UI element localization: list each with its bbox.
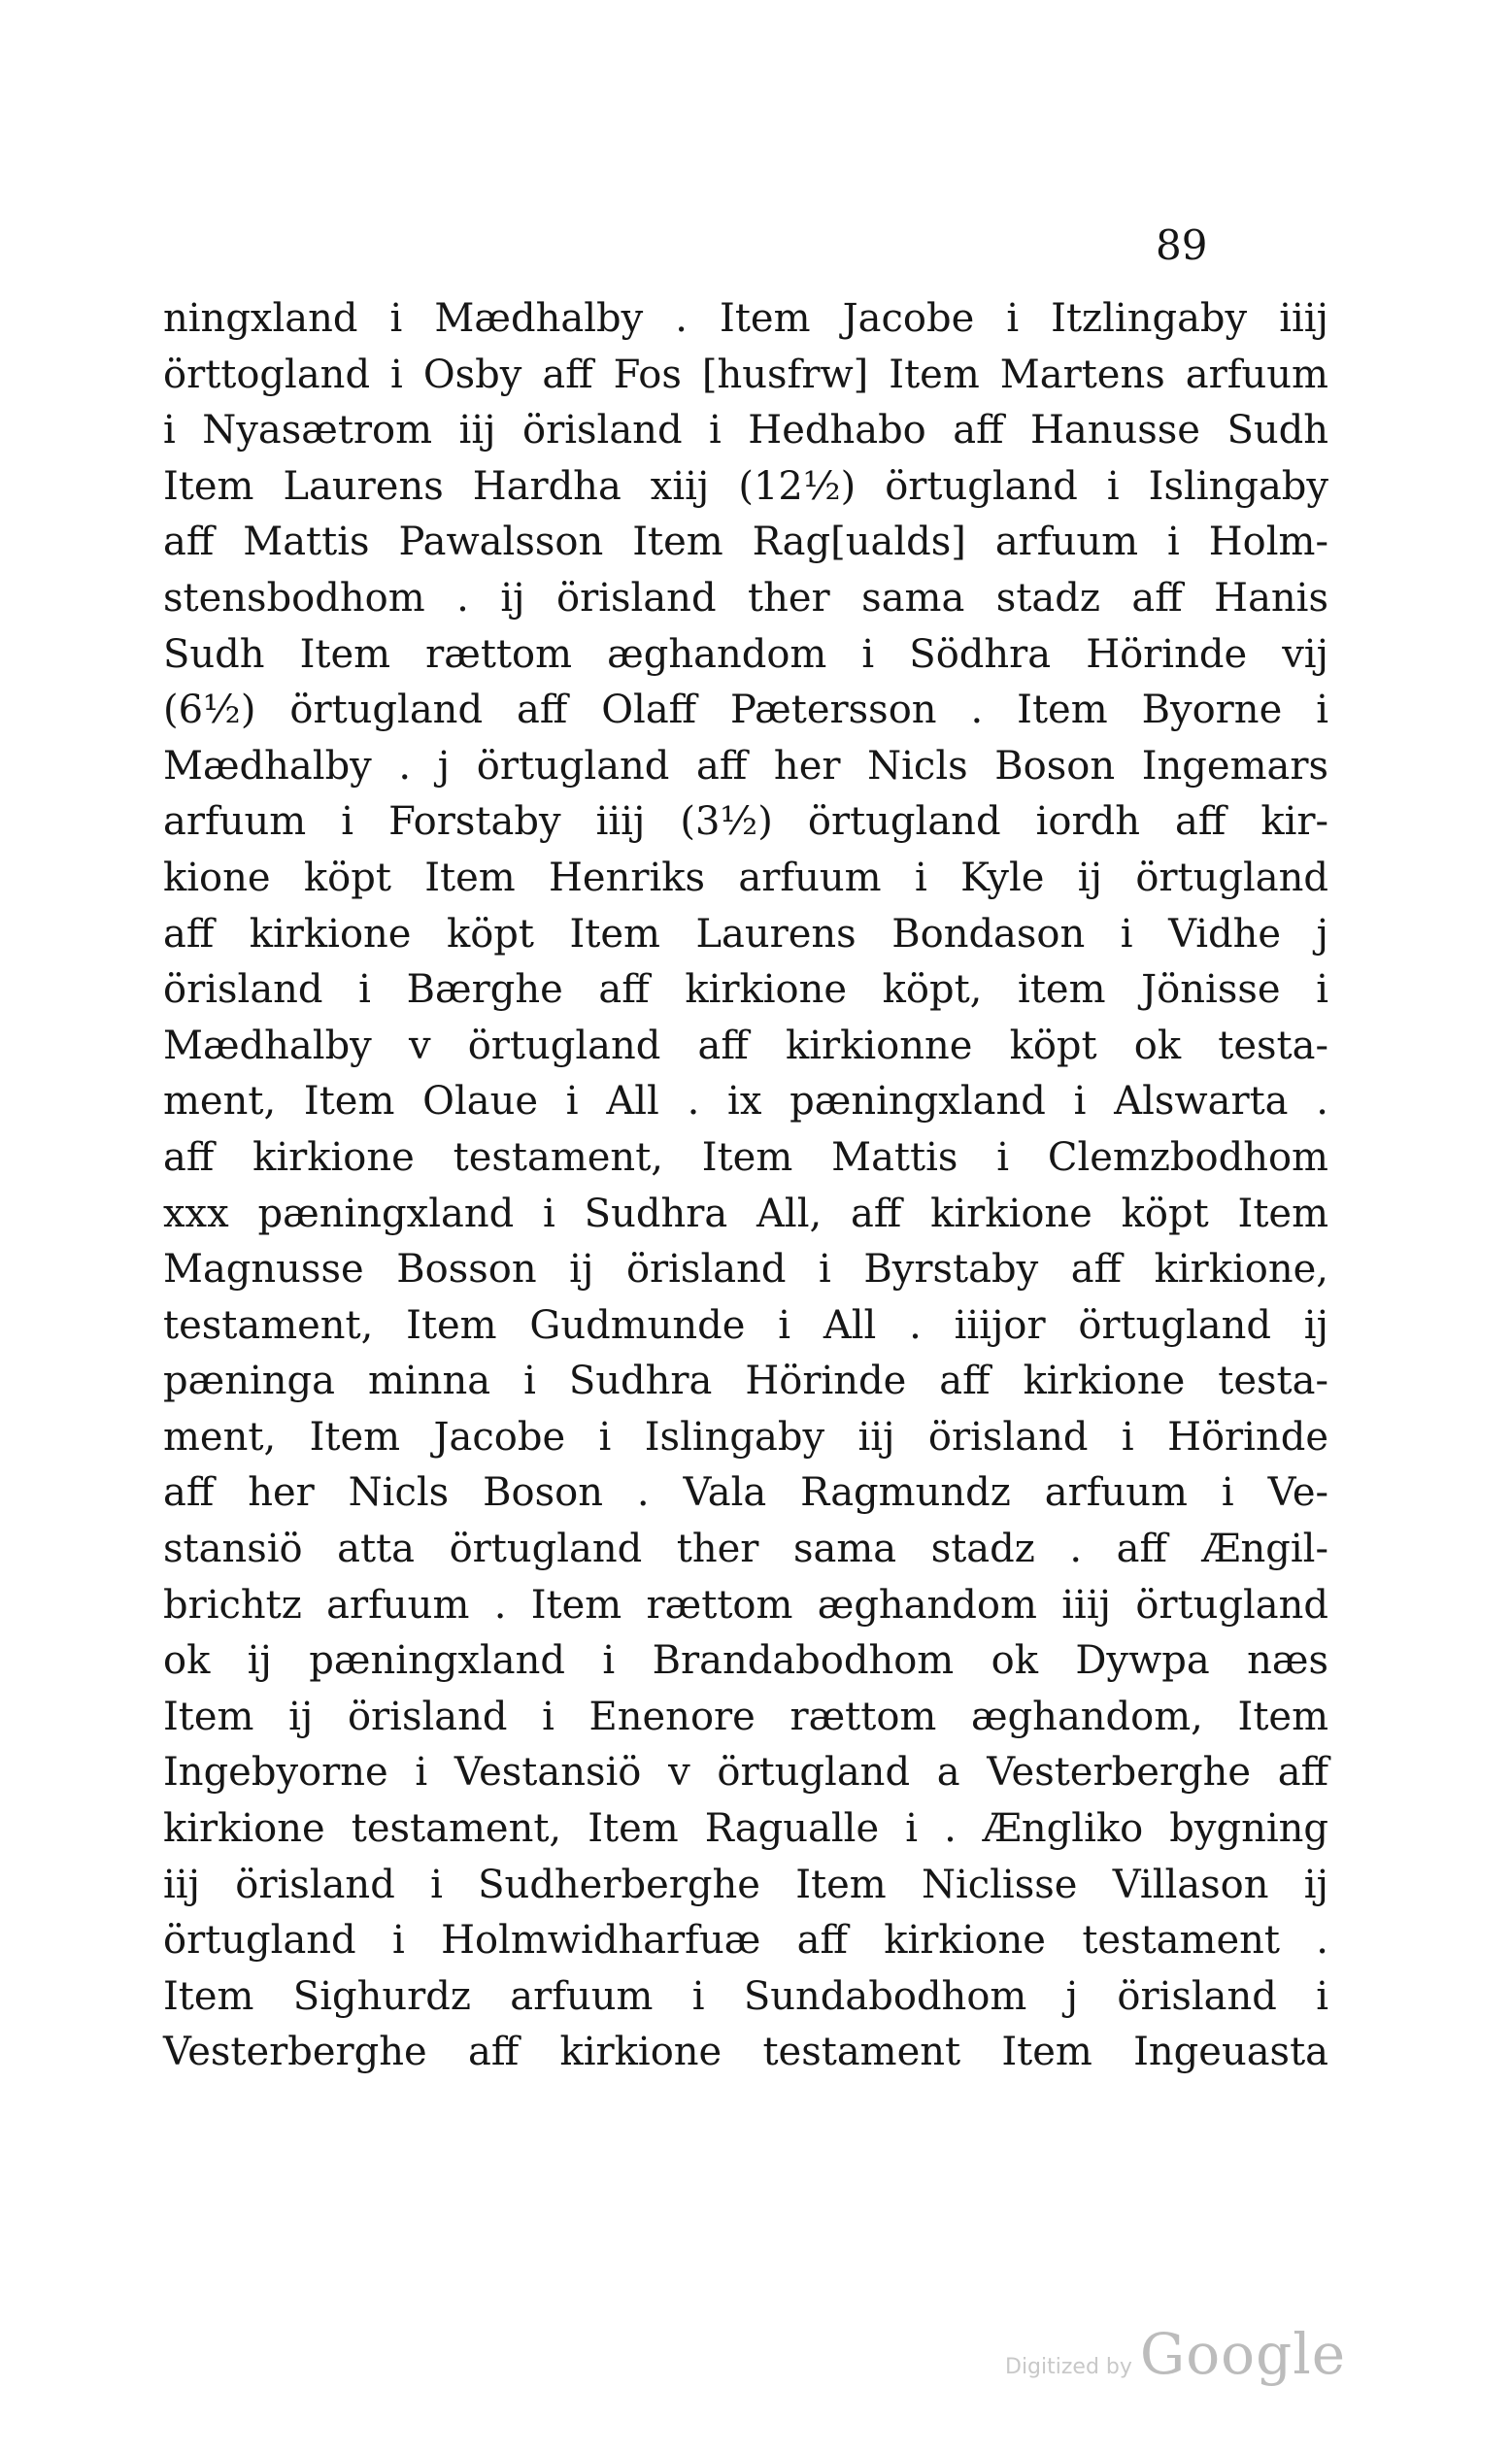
watermark-prefix: Digitized by	[1005, 2355, 1132, 2379]
text-line: Ingebyorne i Vestansiö v örtugland a Vesterberghe aff	[163, 1750, 1328, 1796]
text-line: Mædhalby . j örtugland aff her Nicls Boson Ingemars	[163, 743, 1328, 789]
text-line: brichtz arfuum . Item rættom æghandom iiij örtugland	[163, 1582, 1328, 1628]
text-line: Item Laurens Hardha xiij (12½) örtugland i Islingaby	[163, 463, 1328, 509]
text-line: testament, Item Gudmunde i All . iiijor örtugland ij	[163, 1302, 1328, 1348]
text-line: pæninga minna i Sudhra Hörinde aff kirkione testa-	[163, 1359, 1328, 1404]
text-line: Magnusse Bosson ij örisland i Byrstaby aff kirkione,	[163, 1247, 1328, 1293]
text-line: ment, Item Olaue i All . ix pæningxland i Alswarta .	[163, 1079, 1328, 1125]
page-number: 89	[1156, 221, 1208, 269]
text-line: örisland i Bærghe aff kirkione köpt, item Jönisse i	[163, 967, 1328, 1013]
text-line: (6½) örtugland aff Olaff Pætersson . Item Byorne i	[163, 688, 1328, 733]
text-line: aff her Nicls Boson . Vala Ragmundz arfuum i Ve-	[163, 1470, 1328, 1516]
text-line: Item Sighurdz arfuum i Sundabodhom j örisland i	[163, 1973, 1328, 2019]
digitized-watermark	[1005, 2321, 1346, 2387]
text-line: Sudh Item rættom æghandom i Södhra Hörinde vij	[163, 631, 1328, 677]
text-line: i Nyasætrom iij örisland i Hedhabo aff Hanusse Sudh	[163, 408, 1328, 454]
text-line: Mædhalby v örtugland aff kirkionne köpt ok testa-	[163, 1023, 1328, 1068]
text-line: arfuum i Forstaby iiij (3½) örtugland iordh aff kir-	[163, 799, 1328, 845]
text-line: iij örisland i Sudherberghe Item Niclisse Villason ij	[163, 1862, 1328, 1907]
text-line: örttogland i Osby aff Fos [husfrw] Item Martens arfuum	[163, 352, 1328, 397]
text-line: kione köpt Item Henriks arfuum i Kyle ij örtugland	[163, 855, 1328, 900]
text-block	[163, 291, 1328, 2081]
text-line: ment, Item Jacobe i Islingaby iij örisland i Hörinde	[163, 1414, 1328, 1460]
text-line: aff kirkione köpt Item Laurens Bondason i Vidhe j	[163, 911, 1328, 957]
text-line: ningxland i Mædhalby . Item Jacobe i Itzlingaby iiij	[163, 296, 1328, 341]
text-line: kirkione testament, Item Ragualle i . Ængliko bygning	[163, 1806, 1328, 1852]
text-line: stensbodhom . ij örisland ther sama stadz aff Hanis	[163, 575, 1328, 621]
text-line: stansiö atta örtugland ther sama stadz . aff Ængil-	[163, 1527, 1328, 1572]
text-line: xxx pæningxland i Sudhra All, aff kirkione köpt Item	[163, 1191, 1328, 1236]
text-line: Vesterberghe aff kirkione testament Item Ingeuasta	[163, 2030, 1328, 2075]
text-line: aff Mattis Pawalsson Item Rag[ualds] arfuum i Holm-	[163, 520, 1328, 565]
text-line: örtugland i Holmwidharfuæ aff kirkione testament .	[163, 1918, 1328, 1964]
text-line: aff kirkione testament, Item Mattis i Clemzbodhom	[163, 1134, 1328, 1180]
text-line: Item ij örisland i Enenore rættom æghandom, Item	[163, 1694, 1328, 1739]
text-line: ok ij pæningxland i Brandabodhom ok Dywpa næs	[163, 1638, 1328, 1684]
google-logo: Google	[1139, 2321, 1347, 2387]
